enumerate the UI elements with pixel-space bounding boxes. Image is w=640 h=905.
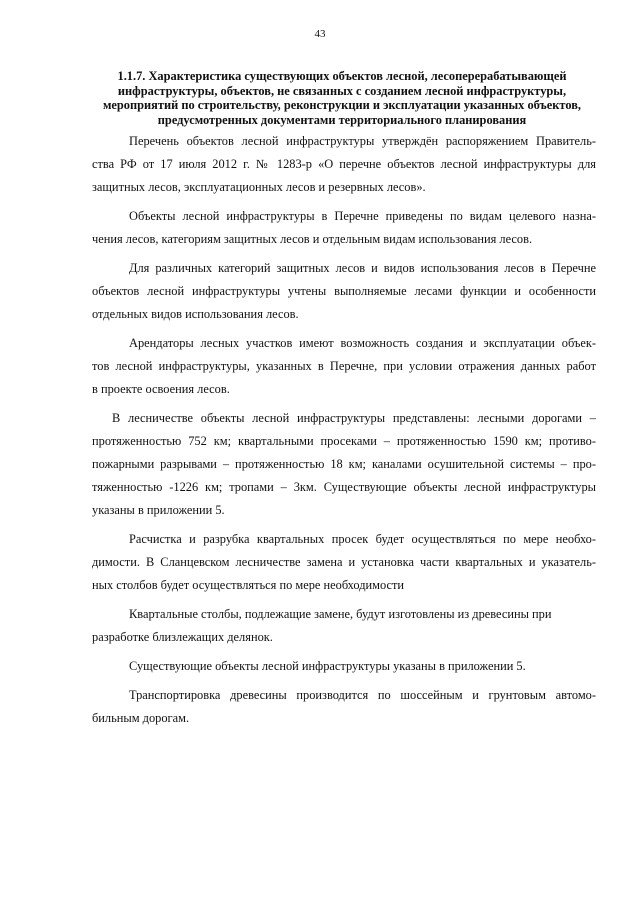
paragraph (92, 603, 596, 649)
paragraph-line: Расчистка и разрубка квартальных просек будет осуществляться по мере необхо- (129, 532, 596, 546)
paragraph-line: защитных лесов, эксплуатационных лесов и резервных лесов». (92, 180, 426, 194)
paragraph-line: Квартальные столбы, подлежащие замене, будут изготовлены из древесины при (129, 607, 552, 621)
paragraph-line: тяженностью -1226 км; тропами – 3км. Существующие объекты лесной инфраструктуры (92, 480, 596, 494)
paragraph-line: Перечень объектов лесной инфраструктуры утверждён распоряжением Правитель- (129, 134, 596, 148)
paragraph-line: в проекте освоения лесов. (92, 382, 230, 396)
paragraph-line: Объекты лесной инфраструктуры в Перечне приведены по видам целевого назна- (129, 209, 596, 223)
paragraph-line: тов лесной инфраструктуры, указанных в Перечне, при условии отражения данных работ (92, 359, 596, 373)
paragraph-line: пожарными разрывами – протяженностью 18 км; каналами осушительной системы – про- (92, 457, 596, 471)
paragraph-line: бильным дорогам. (92, 711, 190, 725)
paragraph-line: В лесничестве объекты лесной инфраструктуры представлены: лесными дорогами – (112, 411, 596, 425)
paragraph (92, 130, 596, 199)
paragraph-line: отдельных видов использования лесов. (92, 307, 299, 321)
document-body (92, 130, 596, 730)
paragraph (92, 655, 596, 678)
paragraph-line: Арендаторы лесных участков имеют возможность создания и эксплуатации объек- (129, 336, 596, 350)
section-heading (92, 69, 592, 127)
paragraph-line: димости. В Сланцевском лесничестве замена и установка части квартальных и указатель- (92, 555, 596, 569)
paragraph-line: Существующие объекты лесной инфраструктуры указаны в приложении 5. (129, 659, 526, 673)
paragraph-line: указаны в приложении 5. (92, 503, 225, 517)
paragraph-line: Для различных категорий защитных лесов и видов использования лесов в Перечне (129, 261, 596, 275)
paragraph-line: чения лесов, категориям защитных лесов и отдельным видам использования лесов. (92, 232, 533, 246)
paragraph (92, 332, 596, 401)
paragraph-line: разработке близлежащих делянок. (92, 630, 273, 644)
paragraph (92, 257, 596, 326)
paragraph-line: объектов лесной инфраструктуры учтены выполняемые лесами функции и особенности (92, 284, 596, 298)
paragraph-line: Транспортировка древесины производится по шоссейным и грунтовым автомо- (129, 688, 596, 702)
paragraph-line: протяженностью 752 км; квартальными просеками – протяженностью 1590 км; противо- (92, 434, 596, 448)
heading-line: предусмотренных документами территориального планирования (157, 112, 527, 127)
paragraph (92, 205, 596, 251)
page-number: 43 (314, 28, 326, 40)
paragraph (92, 528, 596, 597)
paragraph (92, 407, 596, 522)
paragraph (92, 684, 596, 730)
heading-line: мероприятий по строительству, реконструкции и эксплуатации указанных объектов, (102, 98, 582, 113)
heading-line: 1.1.7. Характеристика существующих объектов лесной, лесоперерабатывающей (117, 69, 567, 83)
paragraph-line: ных столбов будет осуществляться по мере необходимости (92, 578, 405, 592)
paragraph-line: ства РФ от 17 июля 2012 г. № 1283-р «О перечне объектов лесной инфраструктуры для (92, 157, 596, 171)
heading-line: инфраструктуры, объектов, не связанных с созданием лесной инфраструктуры, (117, 83, 567, 98)
